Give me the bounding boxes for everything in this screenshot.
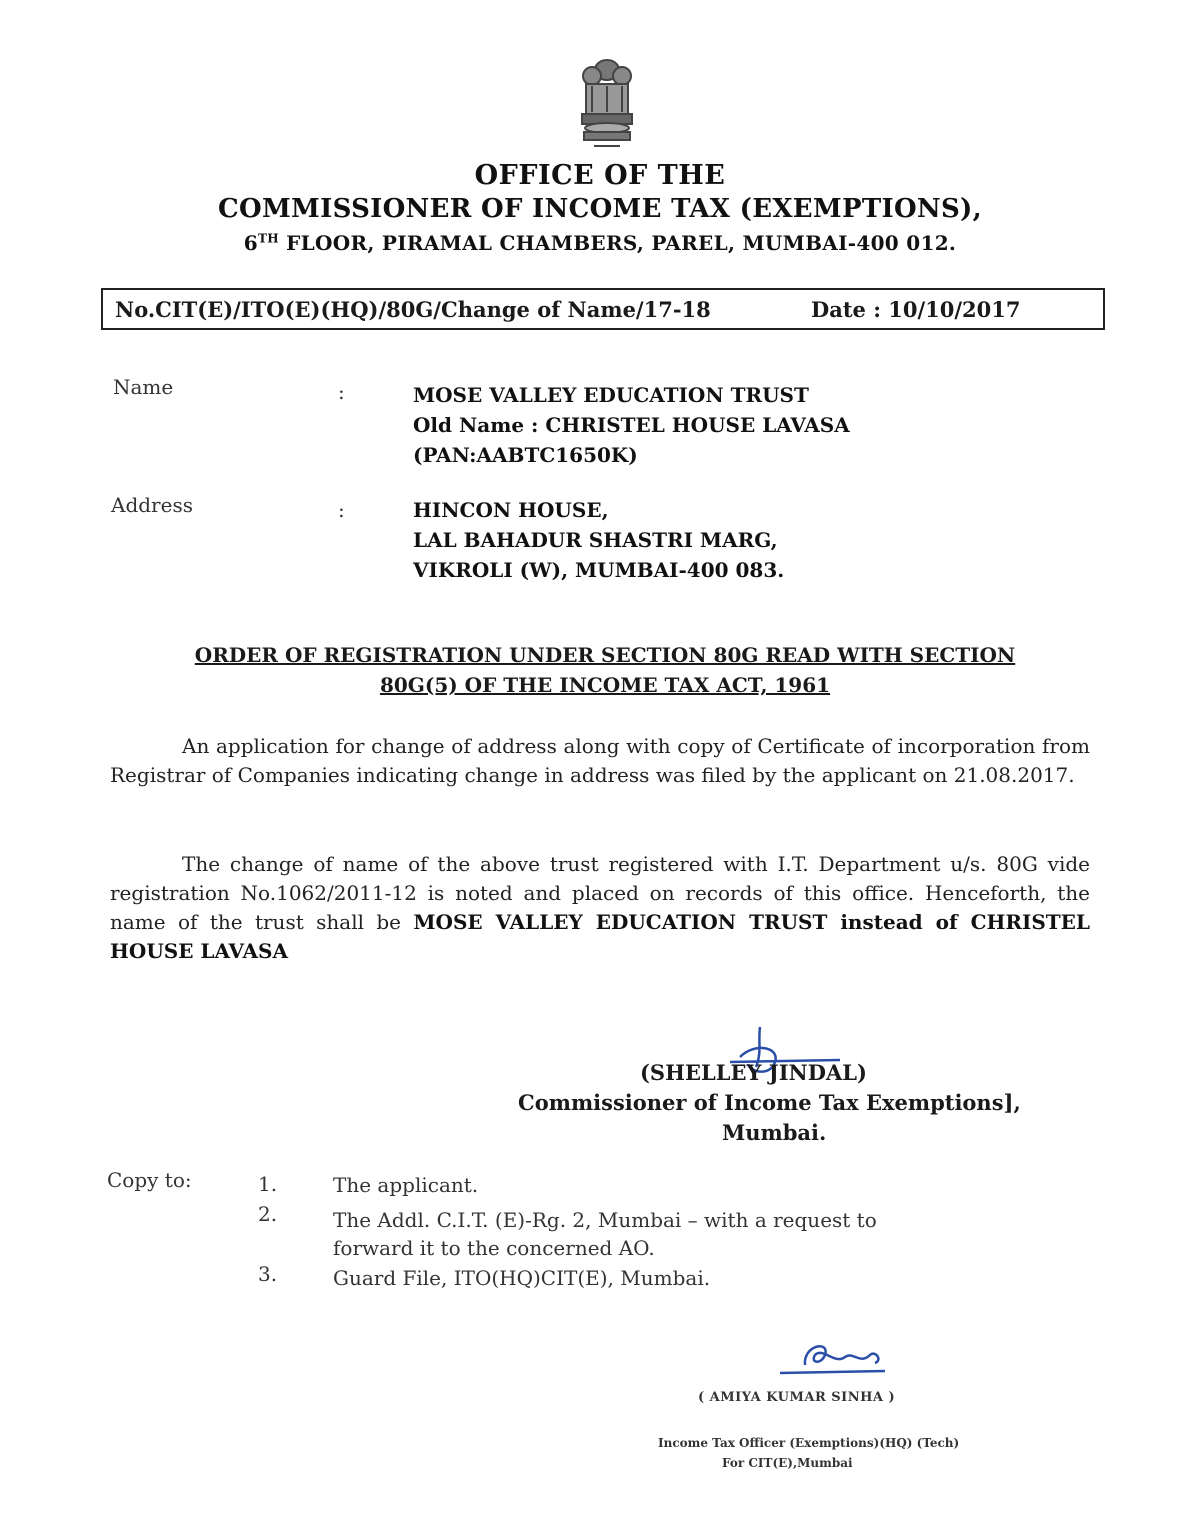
commissioner-name: (SHELLEY JINDAL): [640, 1060, 867, 1085]
office-address: 6TH FLOOR, PIRAMAL CHAMBERS, PAREL, MUMBAI-400 012.: [243, 231, 957, 255]
old-name: Old Name : CHRISTEL HOUSE LAVASA: [413, 413, 850, 437]
commissioner-title: Commissioner of Income Tax Exemptions],: [518, 1090, 1021, 1115]
name-label: Name: [113, 375, 174, 399]
officer-name: ( AMIYA KUMAR SINHA ): [698, 1390, 896, 1405]
address-line-3: VIKROLI (W), MUMBAI-400 083.: [413, 558, 785, 582]
pan-number: (PAN:AABTC1650K): [413, 443, 638, 467]
paragraph-name-change: The change of name of the above trust registered with I.T. Department u/s. 80G vide registration No.1062/2011-12 is noted and placed on records of this office. Henceforth, the name of the trust shall be MOSE VALLEY EDUCATION TRUST instead of CHRISTEL HOUSE LAVASA: [110, 852, 1090, 963]
officer-title: Income Tax Officer (Exemptions)(HQ) (Tech): [658, 1436, 960, 1450]
reference-number: No.CIT(E)/ITO(E)(HQ)/80G/Change of Name/17-18: [115, 297, 711, 322]
address-value: [413, 495, 784, 585]
copy-item: The applicant.: [333, 1173, 479, 1197]
copy-item: Guard File, ITO(HQ)CIT(E), Mumbai.: [333, 1266, 711, 1290]
copy-item: The Addl. C.I.T. (E)-Rg. 2, Mumbai – with a request to: [333, 1208, 877, 1232]
address-line-1: HINCON HOUSE,: [413, 498, 609, 522]
address-line-2: LAL BAHADUR SHASTRI MARG,: [413, 528, 778, 552]
name-colon: :: [338, 380, 345, 404]
officer-office: For CIT(E),Mumbai: [722, 1456, 853, 1470]
officer-signature: [775, 1335, 895, 1385]
address-label: Address: [111, 493, 193, 517]
order-subject: [110, 640, 1100, 700]
copy-to-label: Copy to:: [107, 1168, 192, 1192]
subject-line-2: 80G(5) OF THE INCOME TAX ACT, 1961: [379, 673, 831, 697]
copy-item-number: 1.: [258, 1172, 278, 1196]
commissioner-city: Mumbai.: [722, 1120, 827, 1145]
reference-date: Date : 10/10/2017: [811, 297, 1021, 322]
address-colon: :: [338, 498, 345, 522]
copy-item-continued: forward it to the concerned AO.: [333, 1236, 655, 1260]
reference-box: [101, 288, 1105, 330]
subject-line-1: ORDER OF REGISTRATION UNDER SECTION 80G READ WITH SECTION: [194, 643, 1016, 667]
paragraph-application: An application for change of address along with copy of Certificate of incorporation from Registrar of Companies indicating change in address was filed by the applicant on 21.08.2017.: [110, 734, 1090, 787]
state-emblem-icon: [572, 56, 642, 152]
trust-name: MOSE VALLEY EDUCATION TRUST: [413, 383, 809, 407]
new-name-statement: MOSE VALLEY EDUCATION TRUST instead of CHRISTEL HOUSE LAVASA: [110, 910, 1090, 963]
copy-item-number: 2.: [258, 1202, 278, 1226]
name-value: [413, 380, 850, 470]
commissioner-heading: COMMISSIONER OF INCOME TAX (EXEMPTIONS),: [218, 194, 982, 224]
office-heading: OFFICE OF THE: [474, 160, 726, 191]
copy-item-number: 3.: [258, 1262, 278, 1286]
